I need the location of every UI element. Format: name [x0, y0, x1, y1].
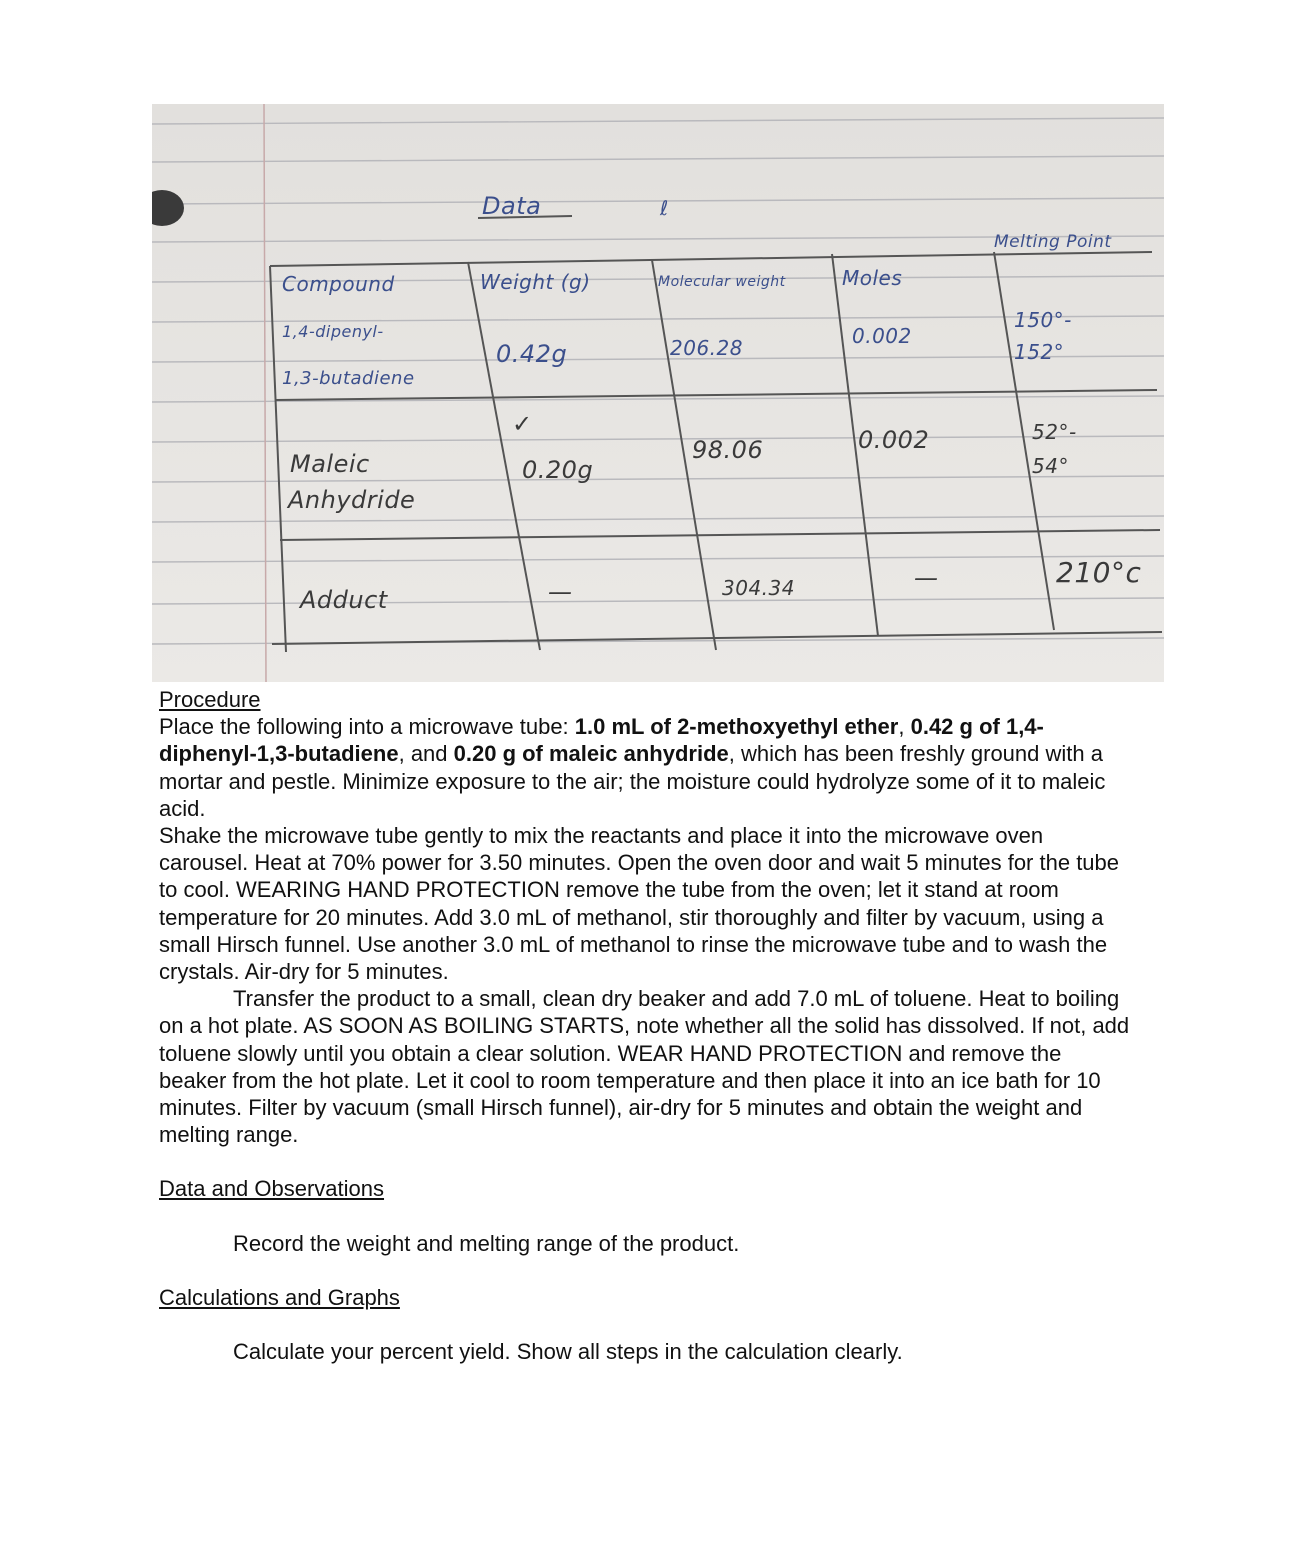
row2-compound-line1: Maleic: [290, 450, 370, 478]
p1-bold-diphenylbutadiene: 0.42 g of 1,4-diphenyl-1,3-butadiene: [159, 714, 1044, 767]
row1-moles: 0.002: [852, 324, 912, 348]
row3-mw: 304.34: [722, 576, 795, 600]
row1-weight: 0.42g: [496, 340, 568, 368]
row2-mp-line1: 52°-: [1032, 420, 1077, 444]
row3-weight: —: [548, 578, 573, 606]
row3-compound: Adduct: [300, 586, 388, 614]
procedure-heading: Procedure: [159, 687, 261, 712]
header-moles: Moles: [842, 266, 903, 290]
header-melting-point: Melting Point: [994, 232, 1112, 252]
p1-text-e: , and: [398, 741, 454, 767]
p1-text-c: ,: [898, 714, 911, 740]
row2-check: ✓: [512, 410, 533, 438]
calculations-text: Calculate your percent yield. Show all steps in the calculation clearly.: [233, 1339, 903, 1365]
row3-mp: 210°c: [1056, 556, 1142, 589]
header-compound: Compound: [282, 272, 395, 296]
row3-moles: —: [914, 564, 939, 592]
data-observations-heading: Data and Observations: [159, 1176, 385, 1202]
p1-bold-maleic: 0.20 g of maleic anhydride: [453, 741, 729, 767]
row1-compound-line1: 1,4-dipenyl-: [282, 322, 384, 341]
header-weight: Weight (g): [480, 270, 591, 294]
row1-mp-line1: 150°-: [1014, 308, 1072, 332]
row2-compound-line2: Anhydride: [288, 486, 416, 514]
document-body: [159, 686, 1134, 1365]
data-observations-text: Record the weight and melting range of the product.: [233, 1230, 740, 1256]
procedure-paragraph-3: Transfer the product to a small, clean dry beaker and add 7.0 mL of toluene. Heat to boiling on a hot plate. AS SOON AS BOILING STARTS, note whether all the solid has dissolved. If not, add toluene slowly until you obtain a clear solution. WEAR HAND PROTECTION and remove the beaker from the hot plate. Let it cool to room temperature and then place it into an ice bath for 10 minutes. Filter by vacuum (small Hirsch funnel), air-dry for 5 minutes and obtain the weight and melting range.: [159, 986, 1130, 1148]
row1-compound-line2: 1,3-butadiene: [282, 368, 415, 389]
row2-mp-line2: 54°: [1032, 454, 1069, 478]
p1-text-g: , which has been freshly ground with a mortar and pestle. Minimize exposure to the air; the moisture could hydrolyze some of it to maleic acid.: [159, 741, 1106, 821]
stray-mark: ℓ: [660, 196, 669, 220]
row1-mp-line2: 152°: [1014, 340, 1065, 364]
procedure-paragraph-1: [159, 713, 1134, 822]
notebook-title: Data: [482, 192, 542, 220]
p1-bold-ether: 1.0 mL of 2-methoxyethyl ether: [574, 714, 899, 740]
header-molecular-weight: Molecular weight: [658, 274, 786, 290]
row1-mw: 206.28: [670, 336, 743, 360]
calculations-heading: Calculations and Graphs: [159, 1284, 400, 1310]
p1-text-a: Place the following into a microwave tube:: [159, 714, 575, 740]
row2-mw: 98.06: [692, 436, 764, 464]
row2-weight: 0.20g: [522, 456, 594, 484]
row2-moles: 0.002: [858, 426, 930, 454]
notebook-photo: [152, 104, 1164, 682]
procedure-paragraph-2: Shake the microwave tube gently to mix the reactants and place it into the microwave oven carousel. Heat at 70% power for 3.50 minutes. Open the oven door and wait 5 minutes for the tube to cool. WEARING HAND PROTECTION remove the tube from the oven; let it stand at room temperature for 20 minutes. Add 3.0 mL of methanol, stir thoroughly and filter by vacuum, using a small Hirsch funnel. Use another 3.0 mL of methanol to rinse the microwave tube and to wash the crystals. Air-dry for 5 minutes.: [159, 823, 1120, 985]
